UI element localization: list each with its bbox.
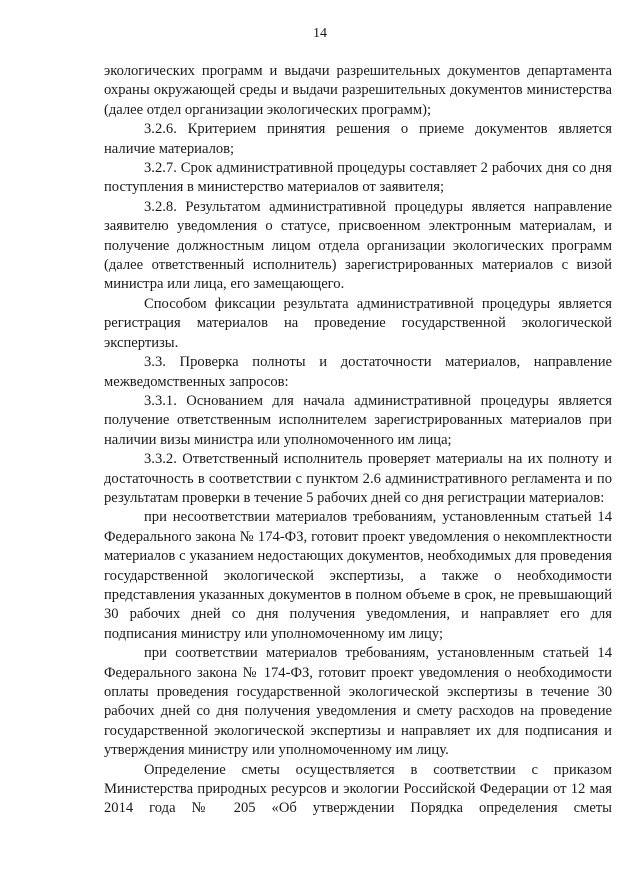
paragraph-3-3: 3.3. Проверка полноты и достаточности материалов, направление межведомственных запросов: bbox=[104, 354, 612, 390]
paragraph-3-3-1: 3.3.1. Основанием для начала административной процедуры является получение ответственным исполнителем зарегистрированных материалов при наличии визы министра или уполномоченного им лица; bbox=[104, 392, 612, 448]
paragraph-3-3-2: 3.3.2. Ответственный исполнитель проверяет материалы на их полноту и достаточность в соответствии с пунктом 2.6 административного регламента и по результатам проверки в течение 5 рабочих дней со дня регистрации материалов: bbox=[104, 451, 612, 506]
paragraph-3-2-8: 3.2.8. Результатом административной процедуры является направление заявителю уведомления о статусе, присвоенном электронным материалам, и получение должностным лицом отдела организации экологических программ (далее ответственный исполнитель) зарегистрированных материалов с визой министра или лица, его замещающего. bbox=[104, 198, 612, 293]
paragraph-fixation-method: Способом фиксации результата административной процедуры является регистрация материалов на проведение государственной экологической экспертизы. bbox=[104, 295, 612, 351]
paragraph-department-continuation: экологических программ и выдачи разрешительных документов департамента охраны окружающей среды и выдачи разрешительных документов министерства (далее отдел организации экологических программ); bbox=[104, 63, 612, 118]
page-number: 14 bbox=[313, 26, 327, 41]
paragraph-estimate-definition: Определение сметы осуществляется в соответствии с приказом Министерства природных ресурсов и экологии Российской Федерации от 12 мая 2014 года № 205 «Об утверждении Порядка определения сметы bbox=[104, 761, 612, 817]
paragraph-nonconformity: при несоответствии материалов требованиям, установленным статьей 14 Федерального закона № 174-ФЗ, готовит проект уведомления о некомплектности материалов с указанием недостающих документов, необходимых для проведения государственной экологической экспертизы, а также о необходимости представления указанных документов в полном объеме в срок, не превышающий 30 рабочих дней со дня получения уведомления, и направляет его для подписания министру или уполномоченному им лицу; bbox=[104, 509, 612, 642]
paragraph-3-2-6: 3.2.6. Критерием принятия решения о приеме документов является наличие материалов; bbox=[104, 121, 612, 157]
paragraph-conformity: при соответствии материалов требованиям, установленным статьей 14 Федерального закона № 174-ФЗ, готовит проект уведомления о необходимости оплаты проведения государственной экологической экспертизы в течение 30 рабочих дней со дня получения уведомления и смету расходов на проведение государственной экологической экспертизы и направляет их для подписания и утверждения министру или уполномоченному им лицу. bbox=[104, 645, 612, 759]
document-body bbox=[104, 62, 612, 819]
paragraph-3-2-7: 3.2.7. Срок административной процедуры составляет 2 рабочих дня со дня поступления в министерство материалов от заявителя; bbox=[104, 160, 612, 196]
